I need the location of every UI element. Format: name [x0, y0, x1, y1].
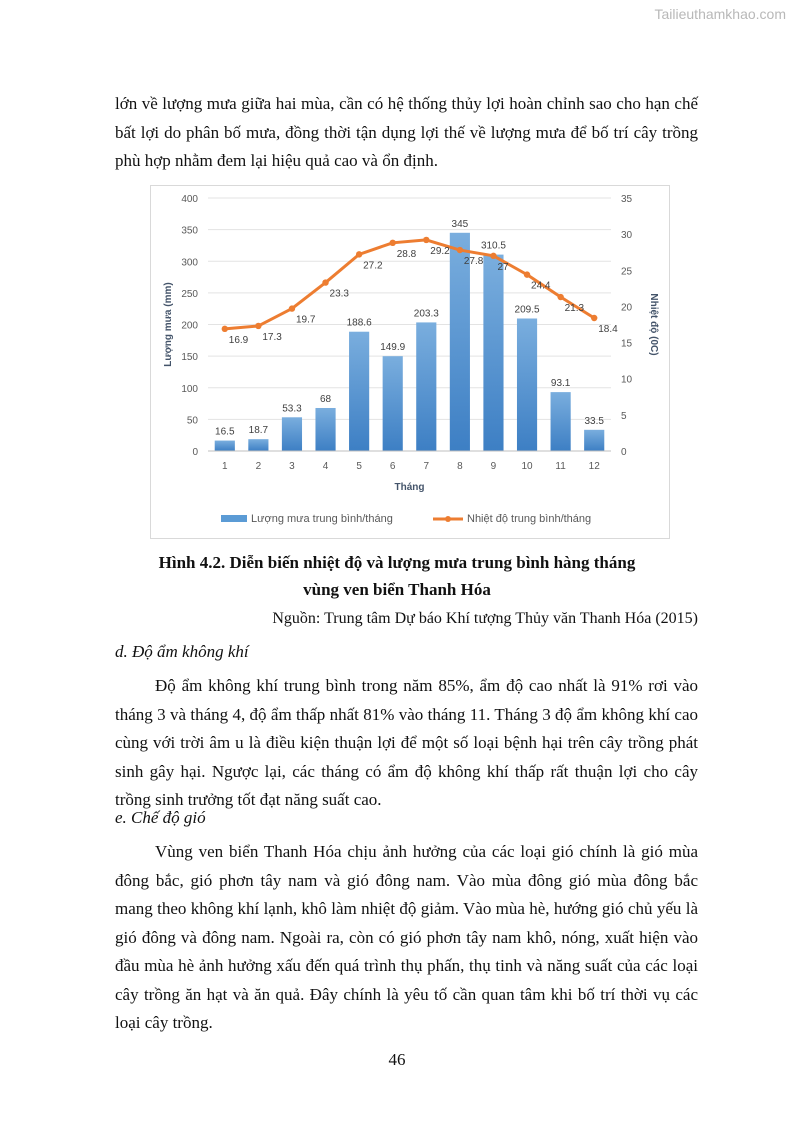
temperature-point: [423, 237, 429, 243]
chart-container: [150, 185, 670, 539]
combo-chart: [151, 186, 669, 538]
x-tick-label: 6: [389, 461, 396, 472]
temperature-point: [390, 240, 396, 246]
rainfall-bar-label: 53.3: [282, 403, 302, 415]
y-left-tick-label: 350: [181, 225, 198, 237]
rainfall-bar: [215, 441, 235, 451]
y-right-tick-label: 10: [621, 374, 633, 386]
temperature-point-label: 17.3: [262, 331, 282, 343]
x-tick-label: 10: [521, 461, 533, 472]
rainfall-bar-label: 68: [319, 393, 332, 405]
y-left-tick-label: 250: [181, 288, 198, 300]
figure-source: Nguồn: Trung tâm Dự báo Khí tượng Thủy văn Thanh Hóa (2015): [272, 610, 698, 627]
x-tick-label: 2: [255, 461, 262, 472]
y-right-tick-label: 15: [621, 338, 633, 350]
section-e-paragraph: Vùng ven biển Thanh Hóa chịu ảnh hưởng của các loại gió chính là gió mùa đông bắc, gió phơn tây nam và gió đông nam. Vào mùa đông gió mùa đông bắc mang theo không khí lạnh, khô làm nhiệt độ giảm. Vào mùa hè, hướng gió chủ yếu là gió đông và đông nam. Ngoài ra, còn có gió phơn tây nam khô, nóng, xuất hiện vào đầu mùa hè ảnh hưởng xấu đến quá trình thụ phấn, thụ tinh và năng suất của các loại cây trồng ăn hạt và ăn quả. Đây chính là yêu tố cần quan tâm khi bố trí thời vụ các loại cây trồng.: [115, 842, 698, 1032]
rainfall-bar-label: 209.5: [514, 304, 540, 316]
y-right-tick-label: 35: [621, 194, 633, 205]
section-d-paragraph: Độ ẩm không khí trung bình trong năm 85%, ẩm độ cao nhất là 91% rơi vào tháng 3 và tháng 4, độ ẩm thấp nhất 81% vào tháng 11. Tháng 3 độ ẩm không khí cao cùng với trời âm u là điều kiện thuận lợi để một số loại bệnh hại trên cây trồng phát sinh gây hại. Ngược lại, các tháng có ẩm độ không khí thấp rất thuận lợi cho cây trồng sinh trưởng tốt đạt năng suất cao.: [115, 676, 698, 809]
y-right-tick-label: 25: [621, 266, 633, 278]
x-tick-label: 12: [588, 461, 600, 472]
x-tick-label: 5: [356, 461, 362, 472]
rainfall-bar-label: 16.5: [215, 426, 235, 438]
x-tick-label: 8: [457, 461, 463, 472]
y-left-tick-label: 0: [192, 447, 198, 458]
rainfall-bar-label: 345: [451, 218, 469, 230]
rainfall-bar-label: 188.6: [346, 317, 372, 329]
y-left-tick-label: 400: [181, 194, 198, 205]
temperature-point: [490, 253, 496, 259]
rainfall-bar-label: 93.1: [550, 378, 571, 390]
temperature-point-label: 29.2: [430, 245, 450, 257]
temperature-point: [557, 294, 563, 300]
y-right-axis-title: Nhiệt độ (0C): [648, 293, 659, 356]
page-number: 46: [388, 1050, 406, 1069]
temperature-point: [322, 279, 328, 285]
y-right-tick-label: 5: [621, 410, 627, 422]
y-right-tick-label: 30: [621, 230, 633, 242]
temperature-point-label: 21.3: [564, 303, 585, 315]
rainfall-bar-label: 18.7: [248, 425, 269, 437]
temperature-point-label: 16.9: [228, 334, 249, 346]
rainfall-bar: [483, 255, 503, 451]
y-left-tick-label: 200: [181, 320, 198, 332]
legend-temperature-marker: [445, 516, 451, 522]
temperature-point-label: 27: [497, 261, 509, 273]
x-tick-label: 7: [423, 461, 430, 472]
y-left-tick-label: 300: [181, 257, 198, 269]
y-right-tick-label: 20: [621, 302, 633, 314]
x-tick-label: 9: [490, 461, 497, 472]
section-d-heading: d. Độ ẩm không khí: [115, 642, 249, 661]
temperature-point: [457, 247, 463, 253]
rainfall-bar-label: 149.9: [380, 342, 406, 354]
temperature-point: [524, 271, 530, 277]
rainfall-bar: [551, 392, 571, 451]
watermark: Tailieuthamkhao.com: [654, 6, 786, 22]
temperature-point-label: 18.4: [598, 323, 618, 335]
rainfall-bar: [517, 318, 537, 451]
y-left-axis-title: Lượng mưa (mm): [163, 282, 174, 367]
temperature-point: [591, 315, 597, 321]
rainfall-bar: [282, 417, 302, 451]
temperature-point: [255, 323, 261, 329]
temperature-point: [356, 251, 362, 257]
y-left-tick-label: 150: [181, 352, 198, 364]
y-left-tick-label: 100: [181, 383, 198, 395]
temperature-point: [289, 305, 295, 311]
x-tick-label: 1: [222, 461, 228, 472]
temperature-point-label: 28.8: [396, 248, 417, 260]
temperature-point: [222, 326, 228, 332]
intro-paragraph: lớn về lượng mưa giữa hai mùa, cần có hệ thống thủy lợi hoàn chỉnh sao cho hạn chế bất lợi do phân bố mưa, đồng thời tận dụng lợi thế về lượng mưa để bố trí cây trồng phù hợp nhằm đem lại hiệu quả cao và ổn định.: [115, 94, 698, 170]
y-left-tick-label: 50: [186, 415, 198, 427]
section-e-heading: e. Chế độ gió: [115, 808, 206, 827]
temperature-point-label: 23.3: [329, 288, 350, 300]
rainfall-bar: [383, 356, 403, 451]
x-tick-label: 4: [322, 461, 329, 472]
temperature-point-label: 19.7: [295, 314, 316, 326]
rainfall-bar-label: 33.5: [584, 415, 604, 427]
x-tick-label: 3: [289, 461, 295, 472]
temperature-point-label: 27.8: [463, 256, 484, 268]
legend-rainfall-swatch: [221, 515, 247, 522]
rainfall-bar: [315, 408, 335, 451]
rainfall-bar: [584, 430, 604, 451]
x-axis-title: Tháng: [394, 482, 425, 493]
temperature-point-label: 27.2: [363, 260, 383, 272]
rainfall-bar: [248, 439, 268, 451]
rainfall-bar-label: 310.5: [480, 240, 506, 252]
rainfall-bar: [349, 332, 369, 451]
temperature-point-label: 24.4: [531, 280, 551, 292]
x-tick-label: 11: [555, 461, 566, 472]
legend-temperature-label: Nhiệt độ trung bình/tháng: [467, 513, 592, 525]
figure-caption-line1: Hình 4.2. Diễn biến nhiệt độ và lượng mưa trung bình hàng tháng: [158, 553, 636, 572]
rainfall-bar-label: 203.3: [413, 308, 439, 320]
rainfall-bar: [416, 322, 436, 451]
y-right-tick-label: 0: [621, 447, 627, 458]
legend-rainfall-label: Lượng mưa trung bình/tháng: [251, 513, 393, 525]
figure-caption-line2: vùng ven biển Thanh Hóa: [303, 580, 491, 599]
